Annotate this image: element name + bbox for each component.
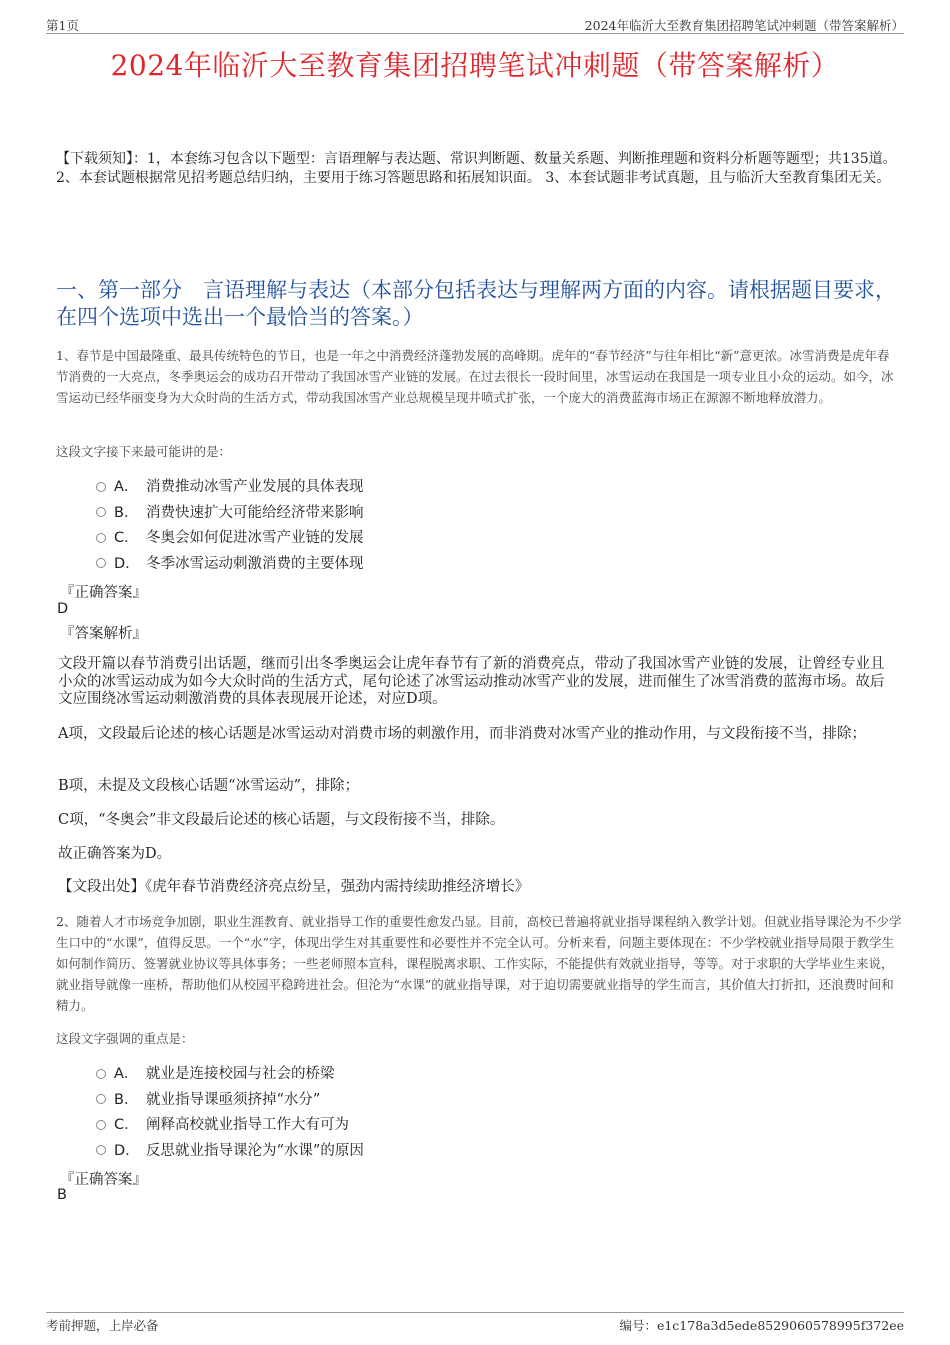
radio-icon[interactable] [96, 558, 106, 568]
question-1-text: 1、春节是中国最隆重、最具传统特色的节日，也是一年之中消费经济蓬勃发展的高峰期。虎年的“春节经济”与往年相比“新”意更浓。冰雪消费是虎年春节消费的一大亮点，冬季奥运会的成功召开带动了我国冰雪产业链的发展。在过去很长一段时间里，冰雪运动在我国是一项专业且小众的运动。如今，冰雪运动已经华丽变身为大众时尚的生活方式，带动我国冰雪产业总规模呈现井喷式扩张，一个庞大的消费蓝海市场正在源源不断地释放潜力。 [56, 348, 894, 405]
analysis-label: 『答案解析』 [60, 626, 147, 642]
footer-doc-id: 编号：e1c178a3d5ede8529060578995f372ee [619, 1318, 904, 1333]
answer-label: 『正确答案』 [60, 585, 147, 601]
option-a[interactable]: A． 就业是连接校园与社会的桥梁 [96, 1060, 364, 1086]
answer-value: D [57, 601, 69, 617]
analysis-paragraph: C项，“冬奥会”非文段最后论述的核心话题，与文段衔接不当，排除。 [58, 812, 505, 828]
answer-label: 『正确答案』 [60, 1172, 147, 1188]
radio-icon[interactable] [96, 1094, 106, 1104]
question-2-text: 2、随着人才市场竞争加剧，职业生涯教育、就业指导工作的重要性愈发凸显。目前，高校已普遍将就业指导课程纳入教学计划。但就业指导课沦为不少学生口中的“水课”，值得反思。一个“水”字，体现出学生对其重要性和必要性并不完全认可。分析来看，问题主要体现在：不少学校就业指导局限于教学生如何制作简历、签署就业协议等具体事务；一些老师照本宣科，课程脱离求职、工作实际，不能提供有效就业指导，等等。对于求职的大学毕业生来说，就业指导就像一座桥，帮助他们从校园平稳跨进社会。但沦为“水课”的就业指导课，对于迫切需要就业指导的学生而言，其价值大打折扣，还浪费时间和精力。 [56, 914, 902, 1013]
option-c[interactable]: C． 阐释高校就业指导工作大有可为 [96, 1111, 364, 1137]
page-header [46, 16, 904, 34]
answer-value: B [57, 1187, 67, 1203]
option-b[interactable]: B． 就业指导课亟须挤掉“水分” [96, 1086, 364, 1112]
analysis-paragraph: 文段开篇以春节消费引出话题，继而引出冬季奥运会让虎年春节有了新的消费亮点，带动了我国冰雪产业链的发展，让曾经专业且小众的冰雪运动成为如今大众时尚的生活方式，尾句论述了冰雪运动推动冰雪产业的发展，进而催生了冰雪消费的蓝海市场。故后文应围绕冰雪运动刺激消费的具体表现展开论述，对应D项。 [58, 656, 885, 707]
radio-icon[interactable] [96, 482, 106, 492]
question-1-options [96, 473, 364, 575]
option-a[interactable]: A． 消费推动冰雪产业发展的具体表现 [96, 473, 364, 499]
radio-icon[interactable] [96, 1069, 106, 1079]
document-title: 2024年临沂大至教育集团招聘笔试冲刺题（带答案解析） [110, 49, 840, 82]
option-c[interactable]: C． 冬奥会如何促进冰雪产业链的发展 [96, 524, 364, 550]
section-heading: 一、第一部分 言语理解与表达（本部分包括表达与理解两方面的内容。请根据题目要求，在四个选项中选出一个最恰当的答案。） [56, 278, 896, 329]
header-doc-title: 2024年临沂大至教育集团招聘笔试冲刺题（带答案解析） [584, 18, 904, 33]
radio-icon[interactable] [96, 507, 106, 517]
page-footer [46, 1312, 904, 1336]
question-1-prompt: 这段文字接下来最可能讲的是： [56, 444, 232, 459]
question-2-prompt: 这段文字强调的重点是： [56, 1031, 194, 1046]
analysis-paragraph: B项，未提及文段核心话题“冰雪运动”，排除； [58, 778, 359, 794]
option-d[interactable]: D． 反思就业指导课沦为“水课”的原因 [96, 1137, 364, 1163]
footer-slogan: 考前押题，上岸必备 [46, 1318, 159, 1333]
question-2-options [96, 1060, 364, 1162]
page-number: 第1页 [46, 18, 79, 33]
radio-icon[interactable] [96, 1145, 106, 1155]
option-d[interactable]: D． 冬季冰雪运动刺激消费的主要体现 [96, 550, 364, 576]
analysis-paragraph: 故正确答案为D。 [58, 846, 172, 862]
radio-icon[interactable] [96, 533, 106, 543]
option-b[interactable]: B． 消费快速扩大可能给经济带来影响 [96, 499, 364, 525]
download-notice: 【下载须知】：1，本套练习包含以下题型：言语理解与表达题、常识判断题、数量关系题、判断推理题和资料分析题等题型；共135道。 2、本套试题根据常见招考题总结归纳，主要用于练习答题思路和拓展知识面。 3、本套试题非考试真题，且与临沂大至教育集团无关。 [56, 151, 897, 186]
analysis-paragraph: A项，文段最后论述的核心话题是冰雪运动对消费市场的刺激作用，而非消费对冰雪产业的推动作用，与文段衔接不当，排除； [58, 726, 866, 742]
source-citation: 【文段出处】《虎年春节消费经济亮点纷呈，强劲内需持续助推经济增长》 [58, 879, 530, 895]
radio-icon[interactable] [96, 1120, 106, 1130]
